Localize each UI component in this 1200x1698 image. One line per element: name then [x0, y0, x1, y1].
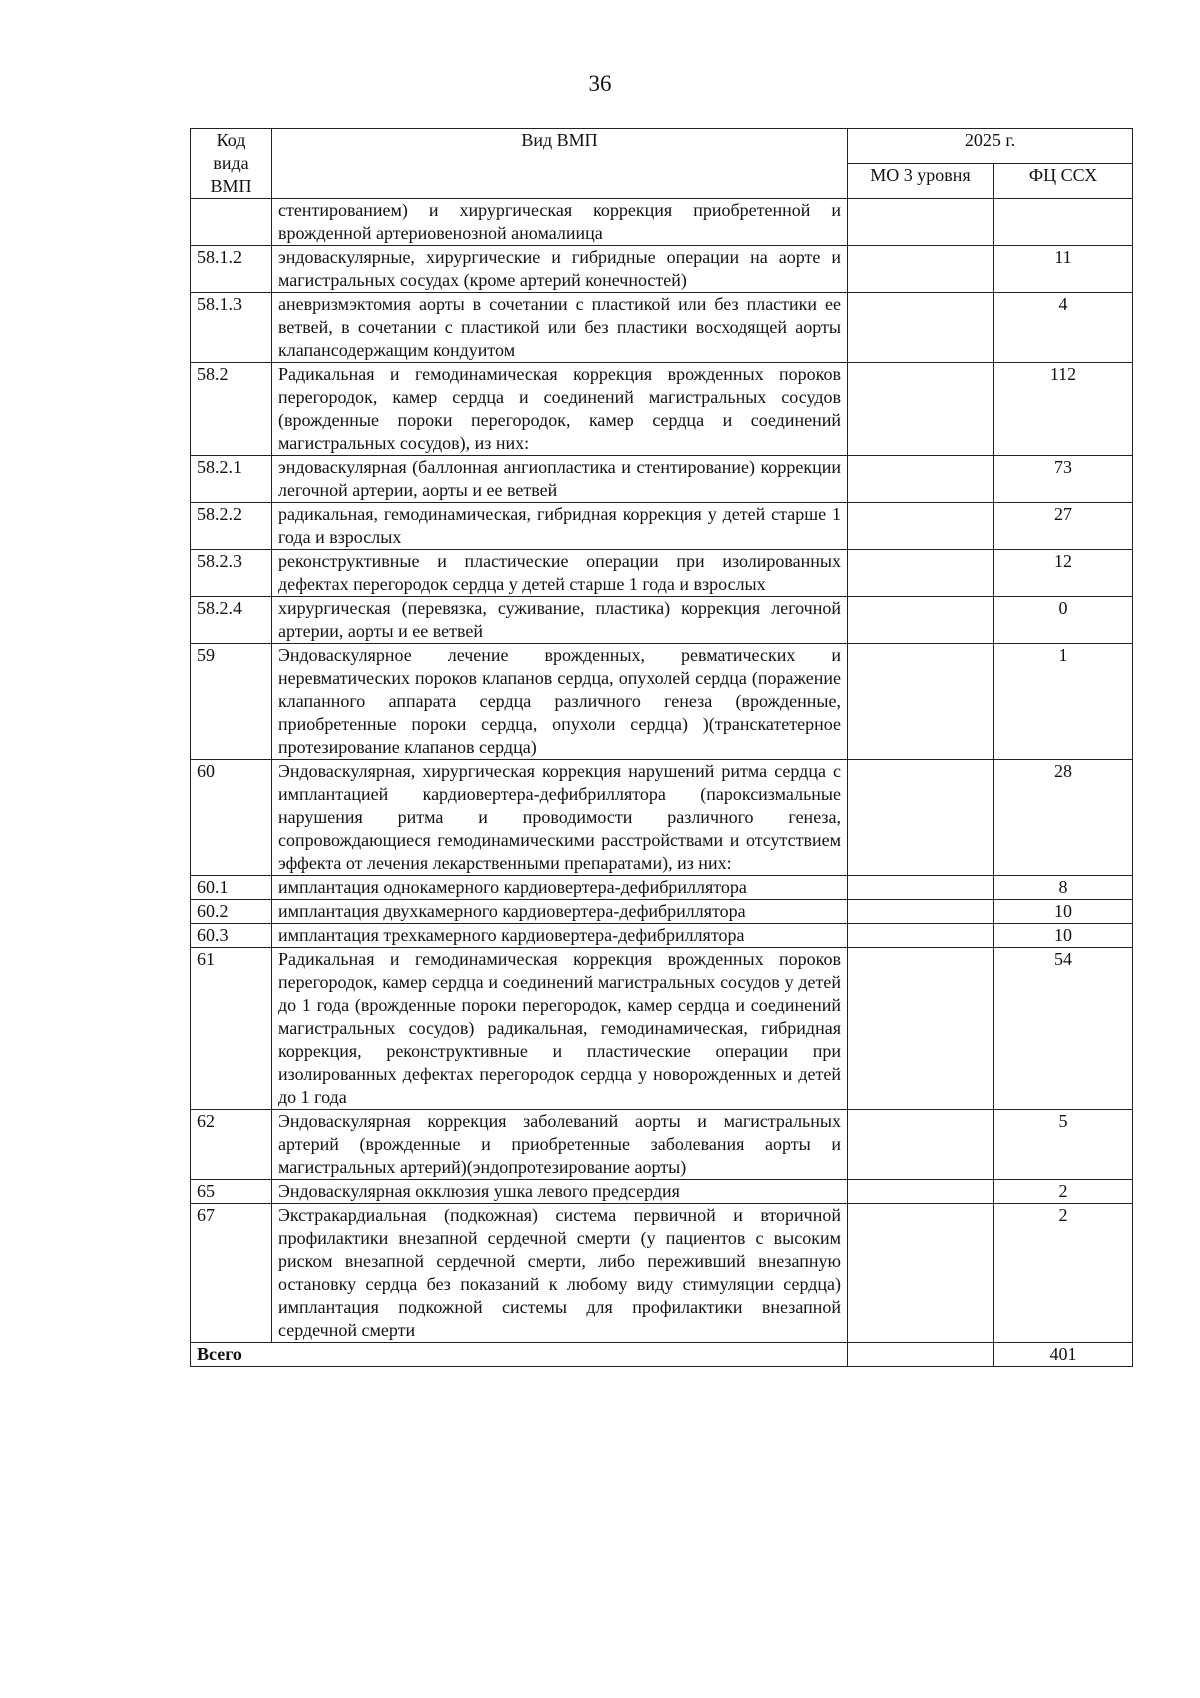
- table-row: [191, 550, 1133, 597]
- row-mo: [848, 503, 994, 550]
- row-name: радикальная, гемодинамическая, гибридная коррекция у детей старше 1 года и взрослых: [272, 503, 848, 550]
- table-row: [191, 199, 1133, 246]
- row-code: 60.1: [191, 876, 272, 900]
- row-code: 58.1.3: [191, 293, 272, 363]
- row-name: Радикальная и гемодинамическая коррекция врожденных пороков перегородок, камер сердца и соединений магистральных сосудов (врожденные пороки перегородок, камер сердца и соединений магистральных сосудов), из них:: [272, 363, 848, 456]
- row-code: 58.2.2: [191, 503, 272, 550]
- row-code: 59: [191, 644, 272, 760]
- row-fc: 11: [994, 246, 1133, 293]
- row-mo: [848, 876, 994, 900]
- row-name: Эндоваскулярная коррекция заболеваний аорты и магистральных артерий (врожденные и приобретенные заболевания аорты и магистральных артерий)(эндопротезирование аорты): [272, 1110, 848, 1180]
- row-fc: 28: [994, 760, 1133, 876]
- header-fc: ФЦ ССХ: [994, 164, 1133, 199]
- row-name: стентированием) и хирургическая коррекция приобретенной и врожденной артериовенозной аномалиица: [272, 199, 848, 246]
- row-fc: 8: [994, 876, 1133, 900]
- row-fc: 27: [994, 503, 1133, 550]
- row-fc: 0: [994, 597, 1133, 644]
- row-mo: [848, 246, 994, 293]
- header-code: Код вида ВМП: [191, 129, 272, 199]
- total-fc: 401: [994, 1343, 1133, 1367]
- table-row: [191, 293, 1133, 363]
- row-fc: 4: [994, 293, 1133, 363]
- row-mo: [848, 924, 994, 948]
- table-row: [191, 1204, 1133, 1343]
- header-mo: МО 3 уровня: [848, 164, 994, 199]
- row-fc: 73: [994, 456, 1133, 503]
- row-name: имплантация однокамерного кардиовертера-дефибриллятора: [272, 876, 848, 900]
- table-row: [191, 246, 1133, 293]
- page-number: 36: [588, 71, 612, 96]
- row-fc: 5: [994, 1110, 1133, 1180]
- row-name: Эндоваскулярная, хирургическая коррекция нарушений ритма сердца с имплантацией кардиовертера-дефибриллятора (пароксизмальные нарушения ритма и проводимости различного генеза, сопровождающиеся гемодинамическими расстройствами и отсутствием эффекта от лечения лекарственными препаратами), из них:: [272, 760, 848, 876]
- row-mo: [848, 199, 994, 246]
- row-mo: [848, 644, 994, 760]
- row-mo: [848, 948, 994, 1110]
- row-mo: [848, 550, 994, 597]
- table-row: [191, 503, 1133, 550]
- row-mo: [848, 900, 994, 924]
- row-code: 60.2: [191, 900, 272, 924]
- total-mo: [848, 1343, 994, 1367]
- total-label: Всего: [191, 1343, 848, 1367]
- row-code: 60: [191, 760, 272, 876]
- row-mo: [848, 456, 994, 503]
- table-row: [191, 644, 1133, 760]
- table-header: [191, 129, 1133, 199]
- row-code: [191, 199, 272, 246]
- row-mo: [848, 1204, 994, 1343]
- row-mo: [848, 597, 994, 644]
- header-name: Вид ВМП: [272, 129, 848, 199]
- row-fc: 112: [994, 363, 1133, 456]
- row-fc: 1: [994, 644, 1133, 760]
- table-row: [191, 1110, 1133, 1180]
- table-body: [191, 199, 1133, 1343]
- table-row: [191, 876, 1133, 900]
- row-name: Эндоваскулярная окклюзия ушка левого предсердия: [272, 1180, 848, 1204]
- table-row: [191, 597, 1133, 644]
- row-name: хирургическая (перевязка, суживание, пластика) коррекция легочной артерии, аорты и ее ветвей: [272, 597, 848, 644]
- total-row: [191, 1343, 1133, 1367]
- table-row: [191, 948, 1133, 1110]
- row-fc: 2: [994, 1204, 1133, 1343]
- row-code: 62: [191, 1110, 272, 1180]
- row-code: 65: [191, 1180, 272, 1204]
- row-name: реконструктивные и пластические операции при изолированных дефектах перегородок сердца у детей старше 1 года и взрослых: [272, 550, 848, 597]
- row-mo: [848, 363, 994, 456]
- row-code: 58.2.3: [191, 550, 272, 597]
- table-row: [191, 900, 1133, 924]
- table-row: [191, 924, 1133, 948]
- header-year: 2025 г.: [848, 129, 1133, 164]
- row-name: имплантация трехкамерного кардиовертера-дефибриллятора: [272, 924, 848, 948]
- row-code: 58.2: [191, 363, 272, 456]
- table-row: [191, 456, 1133, 503]
- row-code: 61: [191, 948, 272, 1110]
- row-fc: 12: [994, 550, 1133, 597]
- row-mo: [848, 1180, 994, 1204]
- row-fc: 2: [994, 1180, 1133, 1204]
- row-mo: [848, 1110, 994, 1180]
- table-row: [191, 363, 1133, 456]
- row-fc: [994, 199, 1133, 246]
- row-mo: [848, 760, 994, 876]
- row-code: 58.2.1: [191, 456, 272, 503]
- row-code: 58.2.4: [191, 597, 272, 644]
- row-fc: 54: [994, 948, 1133, 1110]
- row-code: 67: [191, 1204, 272, 1343]
- table-row: [191, 1180, 1133, 1204]
- table-row: [191, 760, 1133, 876]
- row-code: 60.3: [191, 924, 272, 948]
- row-name: Экстракардиальная (подкожная) система первичной и вторичной профилактики внезапной сердечной смерти (у пациентов с высоким риском внезапной сердечной смерти, либо переживший внезапную остановку сердца без показаний к любому виду стимуляции сердца) имплантация подкожной системы для профилактики внезапной сердечной смерти: [272, 1204, 848, 1343]
- row-name: Эндоваскулярное лечение врожденных, ревматических и неревматических пороков клапанов сердца, опухолей сердца (поражение клапанного аппарата сердца различного генеза (врожденные, приобретенные пороки сердца, опухоли сердца) )(транскатетерное протезирование клапанов сердца): [272, 644, 848, 760]
- row-name: Радикальная и гемодинамическая коррекция врожденных пороков перегородок, камер сердца и соединений магистральных сосудов у детей до 1 года (врожденные пороки перегородок, камер сердца и соединений магистральных сосудов) радикальная, гемодинамическая, гибридная коррекция, реконструктивные и пластические операции при изолированных дефектах перегородок сердца у новорожденных и детей до 1 года: [272, 948, 848, 1110]
- row-name: эндоваскулярная (баллонная ангиопластика и стентирование) коррекции легочной артерии, аорты и ее ветвей: [272, 456, 848, 503]
- row-name: аневризмэктомия аорты в сочетании с пластикой или без пластики ее ветвей, в сочетании с пластикой или без пластики восходящей аорты клапансодержащим кондуитом: [272, 293, 848, 363]
- row-name: имплантация двухкамерного кардиовертера-дефибриллятора: [272, 900, 848, 924]
- vmp-table: [190, 128, 1133, 1367]
- row-fc: 10: [994, 924, 1133, 948]
- row-fc: 10: [994, 900, 1133, 924]
- row-code: 58.1.2: [191, 246, 272, 293]
- row-mo: [848, 293, 994, 363]
- row-name: эндоваскулярные, хирургические и гибридные операции на аорте и магистральных сосудах (кроме артерий конечностей): [272, 246, 848, 293]
